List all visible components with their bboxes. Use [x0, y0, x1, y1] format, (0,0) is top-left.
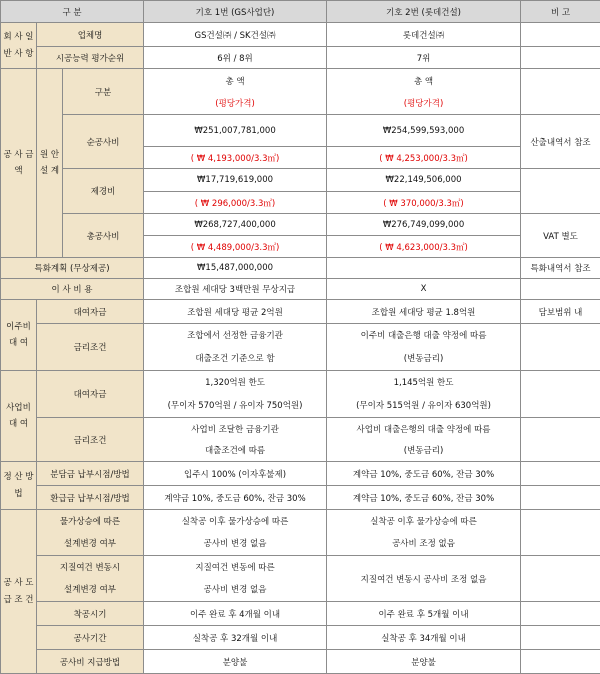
business-rate-label: 금리조건	[37, 418, 144, 462]
misc-cost-1-unit: ( ₩ 296,000/3.3㎡)	[144, 192, 327, 214]
total-cost-row-1	[1, 214, 600, 236]
business-loan-row-1	[1, 371, 600, 394]
contract-price-1: 실착공 이후 물가상승에 따른	[144, 510, 327, 532]
business-loan-1a: 1,320억원 한도	[144, 371, 327, 394]
special-plan-row	[1, 258, 600, 279]
contract-period-note	[521, 626, 600, 650]
contract-payment-1: 분양불	[144, 650, 327, 674]
moving-cost-note	[521, 279, 600, 300]
contract-payment-note	[521, 650, 600, 674]
total-cost-1-unit: ( ₩ 4,489,000/3.3㎡)	[144, 236, 327, 258]
company-rank-1: 6위 / 8위	[144, 47, 327, 69]
business-rate-1a: 사업비 조달한 금융기관	[144, 418, 327, 440]
header-note: 비 고	[521, 1, 600, 23]
company-name-label: 업체명	[37, 23, 144, 47]
business-rate-1b: 대출조건에 따름	[144, 440, 327, 462]
contract-period-label: 공사기간	[37, 626, 144, 650]
moving-cost-2: X	[327, 279, 521, 300]
contract-group-label: 공 사 도 급 조 건	[1, 510, 37, 674]
contract-price-row	[1, 510, 600, 532]
net-cost-1: ₩251,007,781,000	[144, 115, 327, 147]
company-rank-label: 시공능력 평가순위	[37, 47, 144, 69]
cost-unit-label-2: (평당가격)	[327, 93, 521, 115]
contract-payment-row	[1, 650, 600, 674]
contract-ground-note	[521, 556, 600, 602]
cost-total-label-1: 총 액	[144, 69, 327, 93]
header-candidate-2: 기호 2번 (롯데건설)	[327, 1, 521, 23]
business-rate-2a: 사업비 대출은행의 대출 약정에 따름	[327, 418, 521, 440]
relocation-rate-row-1	[1, 324, 600, 346]
contract-period-row	[1, 626, 600, 650]
cost-unit-label-1: (평당가격)	[144, 93, 327, 115]
header-row	[1, 1, 600, 23]
company-rank-row	[1, 47, 600, 69]
settlement-pay-2: 계약금 10%, 중도금 60%, 잔금 30%	[327, 462, 521, 486]
company-name-2: 롯데건설㈜	[327, 23, 521, 47]
misc-cost-row-1	[1, 169, 600, 192]
cost-subgroup-label: 원 안 설 계	[37, 69, 63, 258]
settlement-pay-note	[521, 462, 600, 486]
net-cost-2-unit: ( ₩ 4,253,000/3.3㎡)	[327, 147, 521, 169]
special-plan-note: 특화내역서 참조	[521, 258, 600, 279]
relocation-rate-2a: 이주비 대출은행 대출 약정에 따름	[327, 324, 521, 346]
settlement-pay-label: 분담금 납부시점/방법	[37, 462, 144, 486]
company-name-note	[521, 23, 600, 47]
contract-design-1: 공사비 변경 없음	[144, 532, 327, 556]
contract-design-label: 설계변경 여부	[37, 532, 144, 556]
relocation-rate-1a: 조합에서 선정한 금융기관	[144, 324, 327, 346]
settlement-refund-2: 계약금 10%, 중도금 60%, 잔금 30%	[327, 486, 521, 510]
net-cost-1-unit: ( ₩ 4,193,000/3.3㎡)	[144, 147, 327, 169]
cost-total-label-2: 총 액	[327, 69, 521, 93]
settlement-pay-row	[1, 462, 600, 486]
contract-period-2: 실착공 후 34개월 이내	[327, 626, 521, 650]
company-rank-2: 7위	[327, 47, 521, 69]
cost-head-row-1	[1, 69, 600, 93]
misc-cost-2-unit: ( ₩ 370,000/3.3㎡)	[327, 192, 521, 214]
contract-ground-row	[1, 556, 600, 578]
contract-ground-label: 지질여건 변동시	[37, 556, 144, 578]
misc-cost-note	[521, 169, 600, 214]
moving-cost-row	[1, 279, 600, 300]
special-plan-1: ₩15,487,000,000	[144, 258, 327, 279]
contract-price-label: 물가상승에 따른	[37, 510, 144, 532]
total-cost-label: 총공사비	[63, 214, 144, 258]
company-name-1: GS건설㈜ / SK건설㈜	[144, 23, 327, 47]
business-loan-1b: (무이자 570억원 / 유이자 750억원)	[144, 394, 327, 418]
business-rate-2b: (변동금리)	[327, 440, 521, 462]
misc-cost-1: ₩17,719,619,000	[144, 169, 327, 192]
special-plan-2	[327, 258, 521, 279]
cost-head-note	[521, 69, 600, 115]
business-loan-note	[521, 371, 600, 418]
contract-design-row	[1, 532, 600, 556]
business-group-label: 사업비 대 여	[1, 371, 37, 462]
contract-start-1: 이주 완료 후 4개월 이내	[144, 602, 327, 626]
contract-period-1: 실착공 후 32개월 이내	[144, 626, 327, 650]
company-name-row	[1, 23, 600, 47]
relocation-group-label: 이주비 대 여	[1, 300, 37, 371]
contract-price-note	[521, 510, 600, 556]
misc-cost-2: ₩22,149,506,000	[327, 169, 521, 192]
misc-cost-label: 제경비	[63, 169, 144, 214]
settlement-refund-1: 계약금 10%, 중도금 60%, 잔금 30%	[144, 486, 327, 510]
contract-payment-label: 공사비 지급방법	[37, 650, 144, 674]
settlement-pay-1: 입주시 100% (이자후불제)	[144, 462, 327, 486]
total-cost-2: ₩276,749,099,000	[327, 214, 521, 236]
total-cost-1: ₩268,727,400,000	[144, 214, 327, 236]
contract-start-row	[1, 602, 600, 626]
header-category: 구 분	[1, 1, 144, 23]
relocation-rate-note	[521, 324, 600, 371]
business-loan-2a: 1,145억원 한도	[327, 371, 521, 394]
contract-ground-2: 지질여건 변동시 공사비 조정 없음	[327, 556, 521, 602]
business-loan-2b: (무이자 515억원 / 유이자 630억원)	[327, 394, 521, 418]
company-group-label: 회 사 일 반 사 항	[1, 23, 37, 69]
total-cost-2-unit: ( ₩ 4,623,000/3.3㎡)	[327, 236, 521, 258]
business-loan-label: 대여자금	[37, 371, 144, 418]
relocation-loan-note: 담보범위 내	[521, 300, 600, 324]
relocation-loan-1: 조합원 세대당 평균 2억원	[144, 300, 327, 324]
net-cost-2: ₩254,599,593,000	[327, 115, 521, 147]
relocation-loan-2: 조합원 세대당 평균 1.8억원	[327, 300, 521, 324]
net-cost-row-1	[1, 115, 600, 147]
business-rate-note	[521, 418, 600, 462]
total-cost-note: VAT 별도	[521, 214, 600, 258]
contract-payment-2: 분양불	[327, 650, 521, 674]
contract-design2-label: 설계변경 여부	[37, 578, 144, 602]
cost-head-label: 구분	[63, 69, 144, 115]
relocation-rate-2b: (변동금리)	[327, 346, 521, 371]
cost-group-label: 공 사 금 액	[1, 69, 37, 258]
moving-cost-1: 조합원 세대당 3백만원 무상지급	[144, 279, 327, 300]
settlement-refund-label: 환급금 납부시점/방법	[37, 486, 144, 510]
contract-price-2: 실착공 이후 물가상승에 따른	[327, 510, 521, 532]
company-rank-note	[521, 47, 600, 69]
contract-design-2: 공사비 조정 없음	[327, 532, 521, 556]
net-cost-label: 순공사비	[63, 115, 144, 169]
relocation-loan-row	[1, 300, 600, 324]
settlement-refund-row	[1, 486, 600, 510]
relocation-rate-1b: 대출조건 기준으로 함	[144, 346, 327, 371]
header-candidate-1: 기호 1번 (GS사업단)	[144, 1, 327, 23]
relocation-rate-label: 금리조건	[37, 324, 144, 371]
settlement-refund-note	[521, 486, 600, 510]
special-plan-label: 특화계획 (무상제공)	[1, 258, 144, 279]
moving-cost-label: 이 사 비 용	[1, 279, 144, 300]
contract-design2-1: 공사비 변경 없음	[144, 578, 327, 602]
business-rate-row-1	[1, 418, 600, 440]
contract-ground-1: 지질여건 변동에 따른	[144, 556, 327, 578]
contract-start-note	[521, 602, 600, 626]
net-cost-note: 산출내역서 참조	[521, 115, 600, 169]
settlement-group-label: 정 산 방 법	[1, 462, 37, 510]
contract-start-label: 착공시기	[37, 602, 144, 626]
relocation-loan-label: 대여자금	[37, 300, 144, 324]
contract-start-2: 이주 완료 후 5개월 이내	[327, 602, 521, 626]
